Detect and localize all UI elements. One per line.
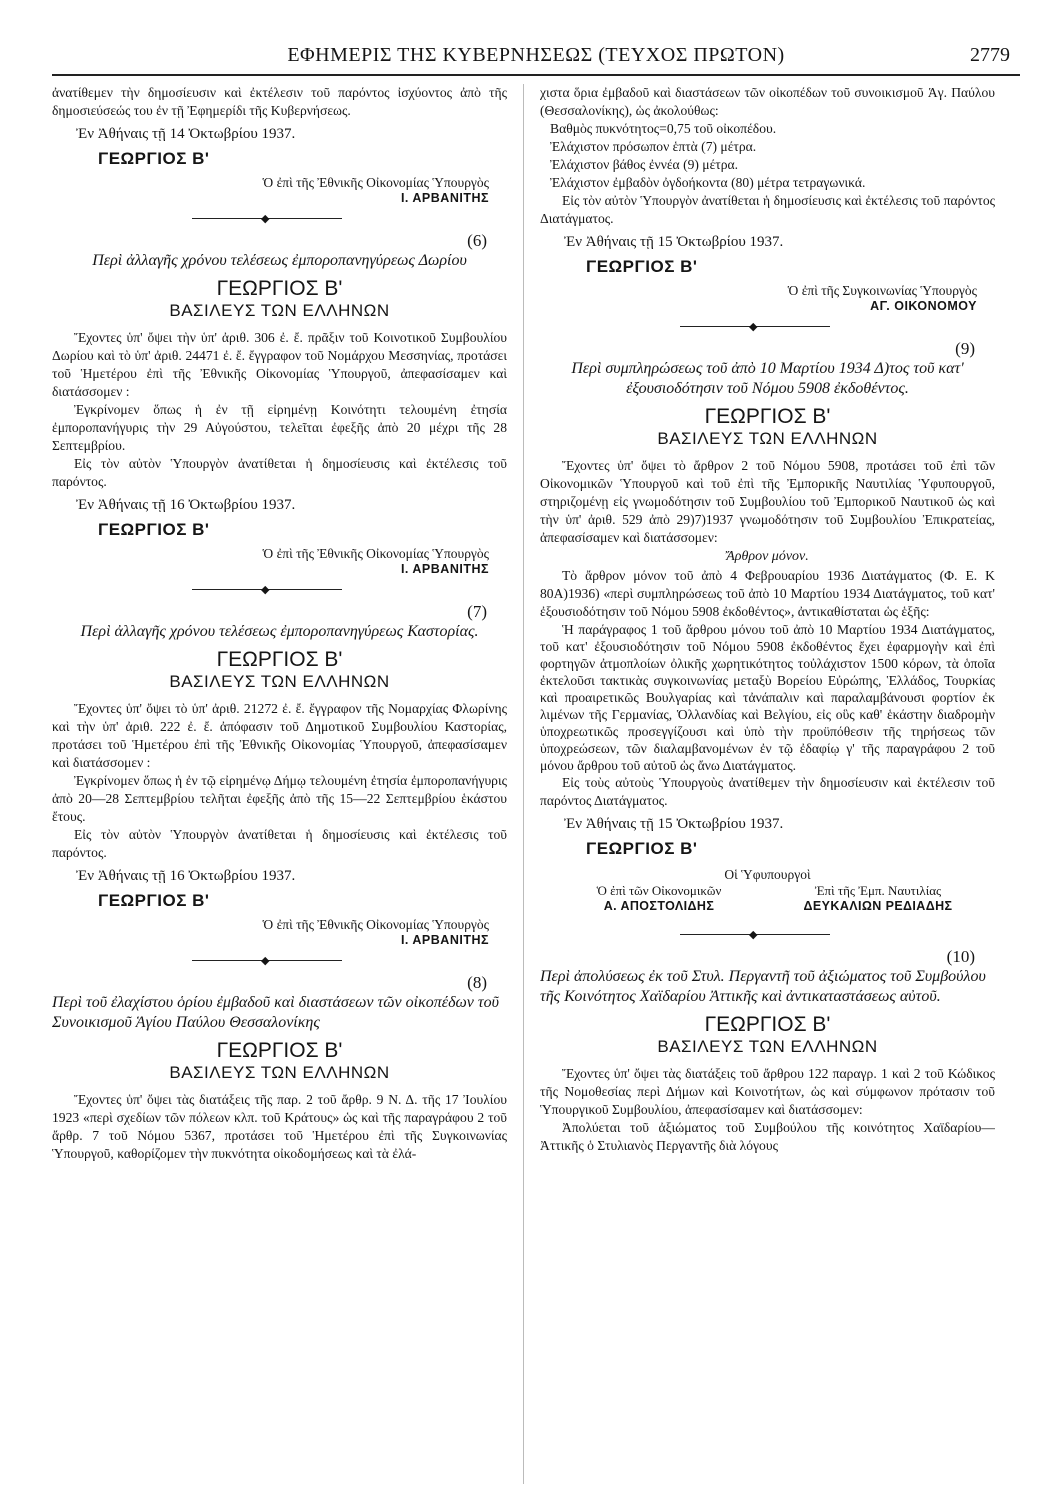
decree-8-execution: Εἰς τὸν αὐτὸν Ὑπουργὸν ἀνατίθεται ἡ δημοσίευσις καὶ ἐκτέλεσις τοῦ παρόντος Διατάγματος.	[540, 193, 995, 226]
decree-7-king: ΓΕΩΡΓΙΟΣ Β'	[216, 648, 343, 671]
decree-8-king-signature: ΓΕΩΡΓΙΟΣ Β'	[586, 257, 698, 276]
intro-minister-name: Ι. ΑΡΒΑΝΙΤΗΣ	[400, 191, 489, 205]
decree-6-preamble: Ἔχοντες ὑπ' ὄψει τὴν ὑπ' ἀριθ. 306 ἐ. ἔ. πρᾶξιν τοῦ Κοινοτικοῦ Συμβουλίου Δωρίου καὶ τὸ ὑπ' ἀριθ. 24471 ἐ. ἔ. ἔγγραφον τοῦ Νομάρχου Μεσσηνίας, προτάσει τοῦ Ἡμετέρου ἐπὶ τῆς Ἐθνικῆς Οἰκονομίας Ὑπουργοῦ, ἀπεφασίσαμεν καὶ διατάσσομεν :	[52, 330, 507, 399]
deputy-finance-name: Α. ΑΠΟΣΤΟΛΙΔΗΣ	[603, 899, 715, 913]
decree-10-subject: Περὶ ἀπολύσεως ἐκ τοῦ Στυλ. Περγαντῆ τοῦ ἀξιώματος τοῦ Συμβούλου τῆς Κοινότητος Χαϊδαρίου Ἀττικῆς καὶ ἀντικαταστάσεως αὐτοῦ.	[540, 968, 986, 1005]
column-separator	[523, 84, 524, 1484]
decree-9-kings-title: ΒΑΣΙΛΕΥΣ ΤΩΝ ΕΛΛΗΝΩΝ	[657, 429, 878, 448]
decree-8-number: (8)	[467, 973, 487, 992]
gazette-title: ΕΦΗΜΕΡΙΣ ΤΗΣ ΚΥΒΕΡΝΗΣΕΩΣ (ΤΕΥΧΟΣ ΠΡΩΤΟΝ)	[287, 44, 785, 66]
intro-dateline: Ἐν Ἀθήναις τῇ 14 Ὀκτωβρίου 1937.	[76, 126, 296, 142]
decree-8-preamble: Ἔχοντες ὑπ' ὄψει τὰς διατάξεις τῆς παρ. 2 τοῦ ἄρθρ. 9 Ν. Δ. τῆς 17 Ἰουλίου 1923 «περὶ σχεδίων τῶν πόλεων κλπ. τοῦ Κράτους» ὡς καὶ τῆς παραγράφου 2 τοῦ ἄρθρ. 7 τοῦ Νόμου 5367, προτάσει τοῦ Ἡμετέρου ἐπὶ τῆς Συγκοινωνίας Ὑπουργοῦ, καθορίζομεν τὴν πυκνότητα οἰκοδομήσεως καὶ τὰ ἐλά-	[52, 1092, 507, 1161]
decree-8-kings-title: ΒΑΣΙΛΕΥΣ ΤΩΝ ΕΛΛΗΝΩΝ	[169, 1063, 390, 1082]
decree-8-minister-role: Ὁ ἐπὶ τῆς Συγκοινωνίας Ὑπουργὸς	[787, 283, 977, 298]
decree-8-king: ΓΕΩΡΓΙΟΣ Β'	[216, 1039, 343, 1062]
decree-7-preamble: Ἔχοντες ὑπ' ὄψει τὸ ὑπ' ἀριθ. 21272 ἐ. ἔ. ἔγγραφον τῆς Νομαρχίας Φλωρίνης καὶ τὴν ὑπ' ἀριθ. 222 ἐ. ἔ. ἀπόφασιν τοῦ Δημοτικοῦ Συμβουλίου Καστορίας, προτάσει τοῦ Ἡμετέρου ἐπὶ τῆς Ἐθνικῆς Οἰκονομίας Ὑπουργοῦ, ἀπεφασίσαμεν καὶ διατάσσομεν :	[52, 701, 507, 770]
section-divider: ◆	[52, 953, 507, 967]
decree-7-number: (7)	[467, 602, 487, 621]
section-divider: ◆	[540, 927, 995, 941]
decree-7-minister-name: Ι. ΑΡΒΑΝΙΤΗΣ	[400, 933, 489, 947]
decree-6-execution: Εἰς τὸν αὐτὸν Ὑπουργὸν ἀνατίθεται ἡ δημοσίευσις καὶ ἐκτέλεσις τοῦ παρόντος.	[52, 456, 507, 489]
decree-10-preamble: Ἔχοντες ὑπ' ὄψει τὰς διατάξεις τοῦ ἄρθρου 122 παραγρ. 1 καὶ 2 τοῦ Κώδικος τῆς Νομοθεσίας περὶ Δήμων καὶ Κοινοτήτων, ὡς καὶ σύμφωνον πρότασιν τοῦ Ὑπουργικοῦ Συμβουλίου, ἀπεφασίσαμεν καὶ διατάσσομεν:	[540, 1066, 995, 1117]
decree-7-subject: Περὶ ἀλλαγῆς χρόνου τελέσεως ἐμποροπανηγύρεως Καστορίας.	[80, 623, 479, 640]
section-divider: ◆	[52, 582, 507, 596]
decree-8-minister-name: ΑΓ. ΟΙΚΟΝΟΜΟΥ	[870, 299, 977, 313]
page-number: 2779	[970, 44, 1010, 66]
decree-6-subject: Περὶ ἀλλαγῆς χρόνου τελέσεως ἐμποροπανηγύρεως Δωρίου	[92, 252, 467, 269]
left-column	[52, 84, 507, 1489]
deputy-shipping-role: Ἐπὶ τῆς Ἐμπ. Ναυτιλίας	[814, 883, 942, 898]
decree-9-dateline: Ἐν Ἀθήναις τῇ 15 Ὀκτωβρίου 1937.	[564, 816, 784, 832]
decree-8-rule: Ἐλάχιστον βάθος ἐννέα (9) μέτρα.	[550, 157, 739, 172]
decree-6-minister-role: Ὁ ἐπὶ τῆς Ἐθνικῆς Οἰκονομίας Ὑπουργὸς	[262, 546, 489, 561]
decree-8-dateline: Ἐν Ἀθήναις τῇ 15 Ὀκτωβρίου 1937.	[564, 234, 784, 250]
decree-7-execution: Εἰς τὸν αὐτὸν Ὑπουργὸν ἀνατίθεται ἡ δημοσίευσις καὶ ἐκτέλεσις τοῦ παρόντος.	[52, 827, 507, 860]
deputy-finance-role: Ὁ ἐπὶ τῶν Οἰκονομικῶν	[596, 883, 722, 898]
decree-9-king-signature: ΓΕΩΡΓΙΟΣ Β'	[586, 839, 698, 858]
deputy-shipping	[768, 883, 988, 913]
decree-8-rule: Ἐλάχιστον πρόσωπον ἑπτὰ (7) μέτρα.	[550, 139, 757, 154]
decree-6-provision: Ἐγκρίνομεν ὅπως ἡ ἐν τῇ εἰρημένῃ Κοινότητι τελουμένη ἐτησία ἐμποροπανήγυρις τὴν 29 Αὐγούστου, τελεῖται ἐφεξῆς ἀπὸ 20 μέχρι τῆς 28 Σεπτεμβρίου.	[52, 402, 507, 453]
intro-king-signature: ΓΕΩΡΓΙΟΣ Β'	[98, 149, 210, 168]
decree-9-king: ΓΕΩΡΓΙΟΣ Β'	[704, 405, 831, 428]
deputy-finance	[554, 883, 764, 913]
header-rule	[52, 74, 1020, 76]
decree-7-kings-title: ΒΑΣΙΛΕΥΣ ΤΩΝ ΕΛΛΗΝΩΝ	[169, 672, 390, 691]
section-divider: ◆	[540, 319, 995, 333]
page-header	[52, 42, 1020, 72]
decree-10-kings-title: ΒΑΣΙΛΕΥΣ ΤΩΝ ΕΛΛΗΝΩΝ	[657, 1037, 878, 1056]
decree-10-provision: Ἀπολύεται τοῦ ἀξιώματος τοῦ Συμβούλου τῆς κοινότητος Χαϊδαρίου—Ἀττικῆς ὁ Στυλιανὸς Περγαντῆς διὰ λόγους	[540, 1120, 995, 1153]
intro-minister-role: Ὁ ἐπὶ τῆς Ἐθνικῆς Οἰκονομίας Ὑπουργὸς	[262, 175, 489, 190]
decree-7-king-signature: ΓΕΩΡΓΙΟΣ Β'	[98, 891, 210, 910]
decree-7-provision: Ἐγκρίνομεν ὅπως ἡ ἐν τῷ εἰρημένῳ Δήμῳ τελουμένη ἐτησία ἐμποροπανήγυρις ἀπὸ 20—28 Σεπτεμβρίου τελῆται ἐφεξῆς ἀπὸ τῆς 15—22 Σεπτεμβρίου ἑκάστου ἔτους.	[52, 773, 507, 824]
decree-8-continuation: χιστα ὅρια ἐμβαδοῦ καὶ διαστάσεων τῶν οἰκοπέδων τοῦ συνοικισμοῦ Ἁγ. Παύλου (Θεσσαλονίκης), ὡς ἀκολούθως:	[540, 85, 995, 118]
decree-8-rule: Βαθμὸς πυκνότητος=0,75 τοῦ οἰκοπέδου.	[550, 121, 777, 136]
right-column	[540, 84, 995, 1489]
decree-7-dateline: Ἐν Ἀθήναις τῇ 16 Ὀκτωβρίου 1937.	[76, 868, 296, 884]
decree-6-king-signature: ΓΕΩΡΓΙΟΣ Β'	[98, 520, 210, 539]
decree-9-number: (9)	[955, 339, 975, 358]
decree-6-king: ΓΕΩΡΓΙΟΣ Β'	[216, 277, 343, 300]
decree-9-subject: Περὶ συμπληρώσεως τοῦ ἀπὸ 10 Μαρτίου 1934 Δ)τος τοῦ κατ' ἐξουσιοδότησιν τοῦ Νόμου 5908 ἐκδοθέντος.	[571, 360, 964, 397]
deputy-shipping-name: ΔΕΥΚΑΛΙΩΝ ΡΕΔΙΑΔΗΣ	[803, 899, 953, 913]
decree-8-subject: Περὶ τοῦ ἐλαχίστου ὁρίου ἐμβαδοῦ καὶ διαστάσεων τῶν οἰκοπέδων τοῦ Συνοικισμοῦ Ἁγίου Παύλου Θεσσαλονίκης	[52, 994, 499, 1031]
decree-8-rule: Ἐλάχιστον ἐμβαδὸν ὀγδοήκοντα (80) μέτρα τετραγωνικά.	[550, 175, 866, 190]
decree-9-preamble: Ἔχοντες ὑπ' ὄψει τὸ ἄρθρον 2 τοῦ Νόμου 5908, προτάσει τοῦ ἐπὶ τῶν Οἰκονομικῶν Ὑπουργοῦ καὶ τοῦ ἐπὶ τῆς Ἐμπορικῆς Ναυτιλίας Ὑφυπουργοῦ, στηριζομένῃ εἰς γνωμοδότησιν τοῦ Συμβουλίου τοῦ Ἐμπορικοῦ Ναυτικοῦ ὡς καὶ τὴν ὑπ' ἀριθ. 529 ἀπὸ 29)7)1937 γνωμοδότησιν τοῦ Συμβουλίου Ἐπικρατείας, ἀπεφασίσαμεν καὶ διατάσσομεν:	[540, 458, 995, 545]
decree-7-minister-role: Ὁ ἐπὶ τῆς Ἐθνικῆς Οἰκονομίας Ὑπουργὸς	[262, 917, 489, 932]
decree-9-paragraph: Ἡ παράγραφος 1 τοῦ ἄρθρου μόνου τοῦ ἀπὸ 10 Μαρτίου 1934 Διατάγματος, τοῦ κατ' ἐξουσιοδότησιν τοῦ Νόμου 5908 ἐκδοθέντος ἔχει ἐφαρμογὴν καὶ ἐπὶ φορτηγῶν ἀτμοπλοίων ὀλικῆς χωρητικότητος τοὐλάχιστον 1500 κόρων, τὰ ὁποῖα ἐκτελοῦσι τακτικὰς συγκοινωνίας μεταξὺ Βορείου Εὐρώπης, Ἑλλάδος, Τουρκίας καὶ προαιρετικῶς Βουλγαρίας καὶ τἀνάπαλιν καὶ παραλαμβάνουσι φορτίον ἐκ λιμένων τῆς Γερμανίας, Ὁλλανδίας καὶ Βελγίου, εἰς οὓς καθ' ἑκάστην διαδρομὴν ὑποχρεωτικῶς προσεγγίζουσι καὶ ὑπὸ τὴν προϋπόθεσιν τῆς τηρήσεως τῶν ὑποχρεώσεων, τῶν διαλαμβανομένων ἐν τῷ ἐδαφίῳ γ' τῆς παραγράφου 2 τοῦ μόνου ἄρθρου τοῦ αὐτοῦ ὡς ἄνω Διατάγματος.	[540, 622, 995, 773]
decree-10-king: ΓΕΩΡΓΙΟΣ Β'	[704, 1013, 831, 1036]
decree-6-minister-name: Ι. ΑΡΒΑΝΙΤΗΣ	[400, 562, 489, 576]
decree-9-deputies-heading: Οἱ Ὑφυπουργοὶ	[724, 867, 811, 882]
decree-9-execution: Εἰς τοὺς αὐτοὺς Ὑπουργοὺς ἀνατίθεμεν τὴν δημοσίευσιν καὶ ἐκτέλεσιν τοῦ παρόντος Διατάγματος.	[540, 775, 995, 808]
decree-6-kings-title: ΒΑΣΙΛΕΥΣ ΤΩΝ ΕΛΛΗΝΩΝ	[169, 301, 390, 320]
section-divider: ◆	[52, 211, 507, 225]
decree-6-dateline: Ἐν Ἀθήναις τῇ 16 Ὀκτωβρίου 1937.	[76, 497, 296, 513]
intro-paragraph: ἀνατίθεμεν τὴν δημοσίευσιν καὶ ἐκτέλεσιν τοῦ παρόντος ἰσχύοντος ἀπὸ τῆς δημοσιεύσεώς του ἐν τῇ Ἐφημερίδι τῆς Κυβερνήσεως.	[52, 85, 507, 118]
decree-6-number: (6)	[467, 231, 487, 250]
decree-9-article-text: Τὸ ἄρθρον μόνον τοῦ ἀπὸ 4 Φεβρουαρίου 1936 Διατάγματος (Φ. Ε. Κ 80Α)1936) «περὶ συμπληρώσεως τοῦ ἀπὸ 10 Μαρτίου 1934 Διατάγματος, τοῦ κατ' ἐξουσιοδότησιν τοῦ Νόμου 5908 ἐκδοθέντος», ἀντικαθίσταται ὡς ἑξῆς:	[540, 568, 995, 619]
decree-10-number: (10)	[946, 947, 975, 966]
decree-9-deputies	[540, 883, 995, 921]
decree-9-article-heading: Ἄρθρον μόνον.	[726, 549, 809, 564]
